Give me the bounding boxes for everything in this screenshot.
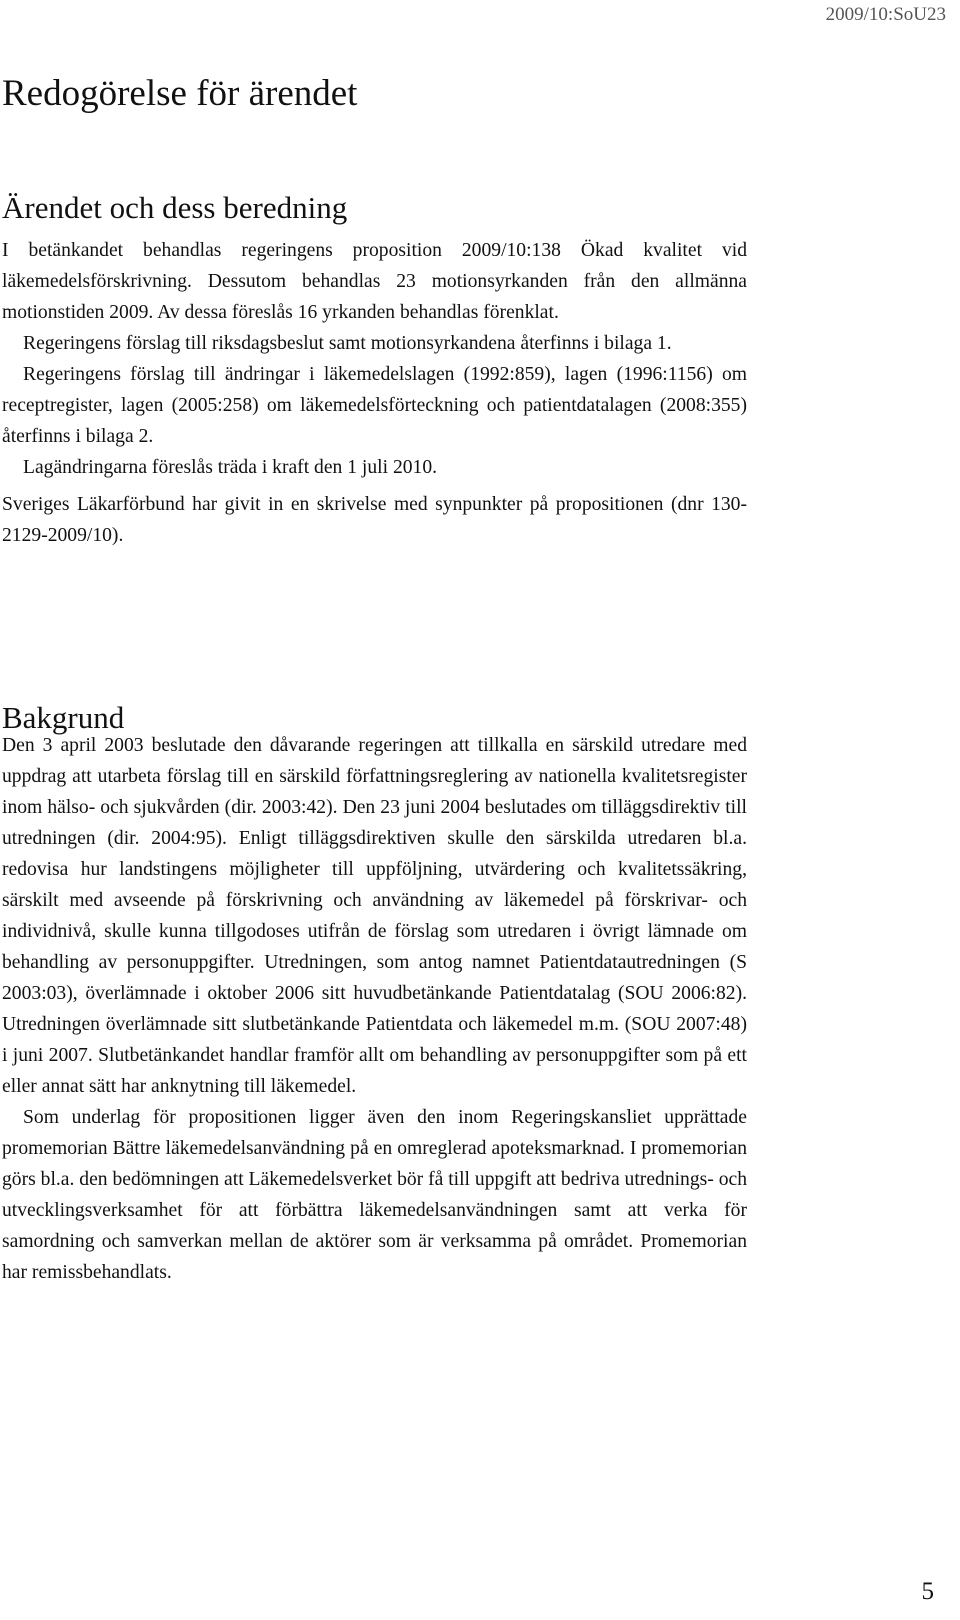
paragraph: Som underlag för propositionen ligger även den inom Regeringskansliet upprättade promemorian Bättre läkemedelsanvändning på en omreglerad apoteksmarknad. I promemorian görs bl.a. den bedömningen att Läkemedelsverket bör få till uppgift att bedriva utrednings- och utvecklingsverksamhet för att förbättra läkemedelsanvändningen samt att verka för samordning och samverkan mellan de aktörer som är verksamma på området. Promemorian har remissbehandlats.: [2, 1107, 747, 1283]
section-heading-arendet: Ärendet och dess beredning: [2, 190, 348, 225]
paragraph: Den 3 april 2003 beslutade den dåvarande regeringen att tillkalla en särskild utredare med uppdrag att utarbeta förslag till en särskild författningsreglering av nationella kvalitetsregister inom hälso- och sjukvården (dir. 2003:42). Den 23 juni 2004 beslutades om tilläggsdirektiv till utredningen (dir. 2004:95). Enligt tilläggsdirektiven skulle den särskilda utredaren bl.a. redovisa hur landstingens möjligheter till uppföljning, utvärdering och kvalitetssäkring, särskilt med avseende på förskrivning och användning av läkemedel på förskrivar- och individnivå, skulle kunna tillgodoses utifrån de förslag som utredaren i övrigt lämnade om behandling av personuppgifter. Utredningen, som antog namnet Patientdatautredningen (S 2003:03), överlämnade i oktober 2006 sitt huvudbetänkande Patientdatalag (SOU 2006:82). Utredningen överlämnade sitt slutbetänkande Patientdata och läkemedel m.m. (SOU 2007:48) i juni 2007. Slutbetänkandet handlar framför allt om behandling av personuppgifter som på ett eller annat sätt har anknytning till läkemedel.: [2, 735, 747, 1097]
paragraph: Regeringens förslag till riksdagsbeslut samt motionsyrkandena återfinns i bilaga 1.: [23, 333, 672, 354]
paragraph: Lagändringarna föreslås träda i kraft den 1 juli 2010.: [23, 457, 438, 478]
page-title: Redogörelse för ärendet: [2, 73, 358, 114]
section-heading-bakgrund: Bakgrund: [2, 700, 125, 735]
section-body-arendet: [2, 235, 747, 551]
paragraph: I betänkandet behandlas regeringens proposition 2009/10:138 Ökad kvalitet vid läkemedelsförskrivning. Dessutom behandlas 23 motionsyrkanden från den allmänna motionstiden 2009. Av dessa föreslås 16 yrkanden behandlas förenklat.: [2, 240, 747, 323]
section-body-bakgrund: [2, 730, 747, 1288]
paragraph: Regeringens förslag till ändringar i läkemedelslagen (1992:859), lagen (1996:1156) om receptregister, lagen (2005:258) om läkemedelsförteckning och patientdatalagen (2008:355) återfinns i bilaga 2.: [2, 364, 747, 447]
paragraph: Sveriges Läkarförbund har givit in en skrivelse med synpunkter på propositionen (dnr 130-2129-2009/10).: [2, 494, 747, 546]
page-number: 5: [921, 1578, 934, 1605]
running-header-doc-id: 2009/10:SoU23: [825, 4, 946, 25]
